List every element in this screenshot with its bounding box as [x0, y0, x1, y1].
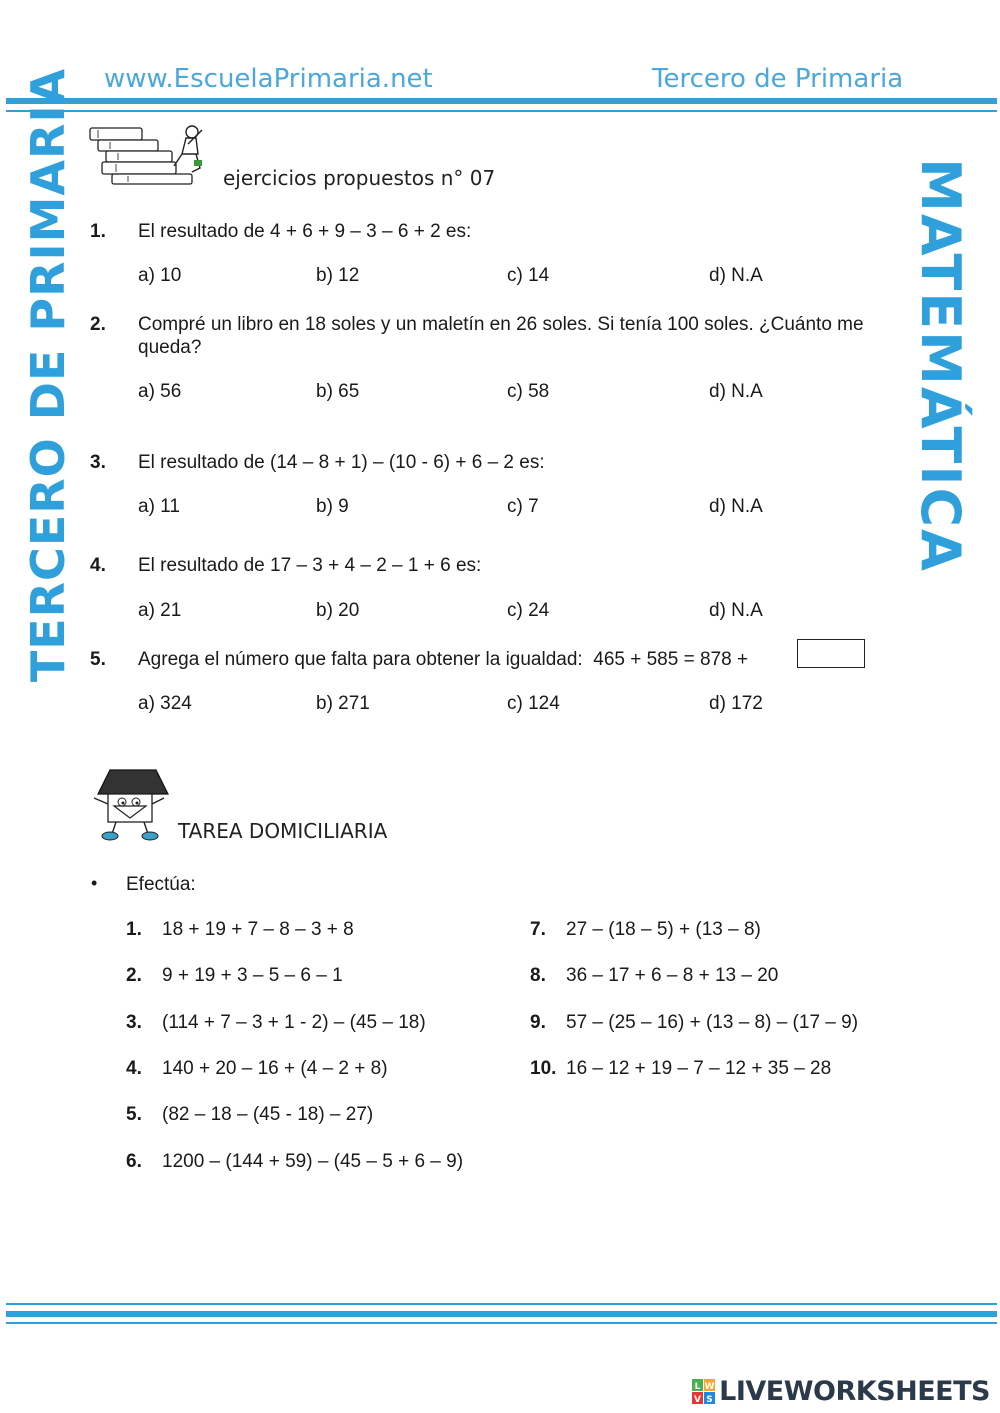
exercise-number: 8. [530, 965, 546, 986]
option-b[interactable]: b) 271 [316, 693, 370, 714]
exercise-expression: 1200 – (144 + 59) – (45 – 5 + 6 – 9) [162, 1151, 464, 1172]
instruction: Efectúa: [126, 874, 196, 895]
option-a[interactable]: a) 10 [138, 265, 182, 286]
badge-letter: S [706, 1394, 713, 1405]
question-number: 4. [90, 555, 106, 576]
option-b[interactable]: b) 9 [316, 496, 349, 517]
option-a[interactable]: a) 11 [138, 496, 180, 517]
option-b[interactable]: b) 12 [316, 265, 360, 286]
question-number: 5. [90, 649, 106, 670]
bullet: • [91, 873, 98, 893]
footer-rule-thick [6, 1311, 997, 1317]
exercise-expression: 36 – 17 + 6 – 8 + 13 – 20 [566, 965, 779, 986]
exercise-number: 4. [126, 1058, 142, 1079]
option-c[interactable]: c) 14 [507, 265, 550, 286]
side-label-right: MATEMÁTICA [908, 157, 972, 573]
option-c[interactable]: c) 58 [507, 381, 550, 402]
exercise-expression: 18 + 19 + 7 – 8 – 3 + 8 [162, 919, 354, 940]
option-c[interactable]: c) 124 [507, 693, 560, 714]
exercise-number: 7. [530, 919, 546, 940]
exercise-number: 5. [126, 1104, 142, 1125]
option-b[interactable]: b) 65 [316, 381, 360, 402]
header-rule-thin [6, 110, 997, 112]
exercise-number: 9. [530, 1012, 546, 1033]
question-number: 1. [90, 221, 106, 242]
question-text: Agrega el número que falta para obtener la igualdad: 465 + 585 = 878 + [138, 649, 749, 670]
exercise-expression: (114 + 7 – 3 + 1 - 2) – (45 – 18) [162, 1012, 426, 1033]
option-b[interactable]: b) 20 [316, 600, 360, 621]
exercise-number: 1. [126, 919, 142, 940]
grade-label: Tercero de Primaria [652, 64, 904, 94]
exercise-number: 3. [126, 1012, 142, 1033]
footer-rule-thin-bottom [6, 1322, 997, 1324]
question-text: El resultado de 17 – 3 + 4 – 2 – 1 + 6 es: [138, 555, 482, 576]
option-d[interactable]: d) N.A [709, 265, 763, 286]
exercise-number: 10. [530, 1058, 557, 1079]
section1-title: ejercicios propuestos n° 07 [223, 166, 496, 190]
badge-letter: W [704, 1381, 715, 1392]
liveworksheets-logo[interactable] [692, 1376, 990, 1407]
option-d[interactable]: d) 172 [709, 693, 763, 714]
footer-rule-thin [6, 1303, 997, 1305]
option-c[interactable]: c) 7 [507, 496, 539, 517]
option-d[interactable]: d) N.A [709, 600, 763, 621]
side-label-left: TERCERO DE PRIMARIA [21, 67, 76, 683]
option-a[interactable]: a) 56 [138, 381, 182, 402]
answer-box[interactable] [797, 639, 865, 668]
site-url[interactable]: www.EscuelaPrimaria.net [104, 64, 433, 94]
liveworksheets-badge-icon [692, 1379, 716, 1405]
liveworksheets-wordmark: LIVEWORKSHEETS [719, 1376, 990, 1407]
option-a[interactable]: a) 324 [138, 693, 192, 714]
option-a[interactable]: a) 21 [138, 600, 182, 621]
exercise-expression: 140 + 20 – 16 + (4 – 2 + 8) [162, 1058, 388, 1079]
header-rule-thick [6, 98, 997, 104]
exercise-number: 2. [126, 965, 142, 986]
badge-letter: L [694, 1381, 701, 1392]
question-number: 2. [90, 314, 106, 335]
question-text: El resultado de (14 – 8 + 1) – (10 - 6) + 6 – 2 es: [138, 452, 545, 473]
exercise-expression: 27 – (18 – 5) + (13 – 8) [566, 919, 761, 940]
question-text: El resultado de 4 + 6 + 9 – 3 – 6 + 2 es: [138, 221, 472, 242]
option-d[interactable]: d) N.A [709, 496, 763, 517]
section2-title: TAREA DOMICILIARIA [178, 819, 388, 843]
books-student-illustration [88, 120, 214, 186]
exercise-expression: 57 – (25 – 16) + (13 – 8) – (17 – 9) [566, 1012, 859, 1033]
badge-letter: V [694, 1394, 702, 1405]
option-d[interactable]: d) N.A [709, 381, 763, 402]
exercise-expression: 9 + 19 + 3 – 5 – 6 – 1 [162, 965, 343, 986]
house-character-illustration [90, 764, 170, 842]
exercise-number: 6. [126, 1151, 142, 1172]
exercise-expression: 16 – 12 + 19 – 7 – 12 + 35 – 28 [566, 1058, 832, 1079]
option-c[interactable]: c) 24 [507, 600, 550, 621]
question-number: 3. [90, 452, 106, 473]
question-text-continued: queda? [138, 337, 202, 358]
exercise-expression: (82 – 18 – (45 - 18) – 27) [162, 1104, 374, 1125]
question-text: Compré un libro en 18 soles y un maletín en 26 soles. Si tenía 100 soles. ¿Cuánto me [138, 314, 864, 335]
